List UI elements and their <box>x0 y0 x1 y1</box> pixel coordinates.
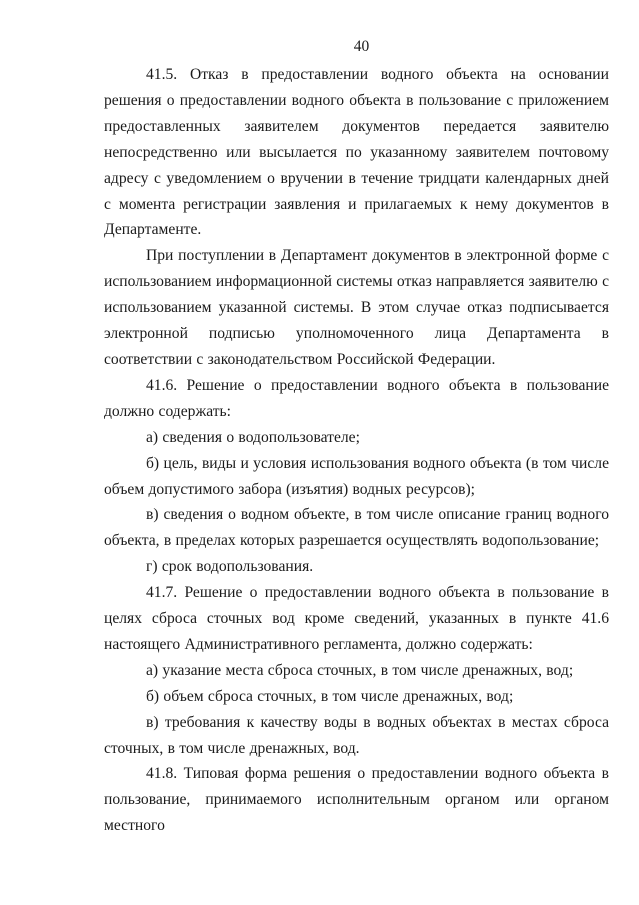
page-number: 40 <box>353 38 370 55</box>
list-item-41-6-a: а) сведения о водопользователе; <box>146 428 360 446</box>
list-item-41-6-b: б) цель, виды и условия использования водного объекта (в том числе объем допустимого забора (изъятия) водных ресурсов); <box>104 454 609 498</box>
list-item-41-6-g: г) срок водопользования. <box>146 558 314 576</box>
list-item-41-7-a: а) указание места сброса сточных, в том числе дренажных, вод; <box>146 661 574 679</box>
list-item-41-6-v: в) сведения о водном объекте, в том числе описание границ водного объекта, в пределах которых разрешается осуществлять водопользование; <box>104 506 609 550</box>
list-item-41-7-v: в) требования к качеству воды в водных объектах в местах сброса сточных, в том числе дренажных, вод. <box>104 713 609 757</box>
paragraph-41-6: 41.6. Решение о предоставлении водного объекта в пользование должно содержать: <box>104 376 609 420</box>
paragraph-41-8: 41.8. Типовая форма решения о предоставлении водного объекта в пользование, принимаемого исполнительным органом или органом местного <box>104 765 609 835</box>
list-item-41-7-b: б) объем сброса сточных, в том числе дренажных, вод; <box>146 687 514 705</box>
paragraph-41-5: 41.5. Отказ в предоставлении водного объекта на основании решения о предоставлении водного объекта в пользование с приложением предоставленных заявителем документов передается заявителю непосредственно или высылается по указанному заявителем почтовому адресу с уведомлением о вручении в течение тридцати календарных дней с момента регистрации заявления и прилагаемых к нему документов в Департаменте. <box>104 66 609 239</box>
paragraph-41-7: 41.7. Решение о предоставлении водного объекта в пользование в целях сброса сточных вод кроме сведений, указанных в пункте 41.6 настоящего Административного регламента, должно содержать: <box>104 584 609 653</box>
paragraph-electronic-refusal: При поступлении в Департамент документов в электронной форме с использованием информационной системы отказ направляется заявителю с использованием указанной системы. В этом случае отказ подписывается электронной подписью уполномоченного лица Департамента в соответствии с законодательством Российской Федерации. <box>104 247 609 368</box>
